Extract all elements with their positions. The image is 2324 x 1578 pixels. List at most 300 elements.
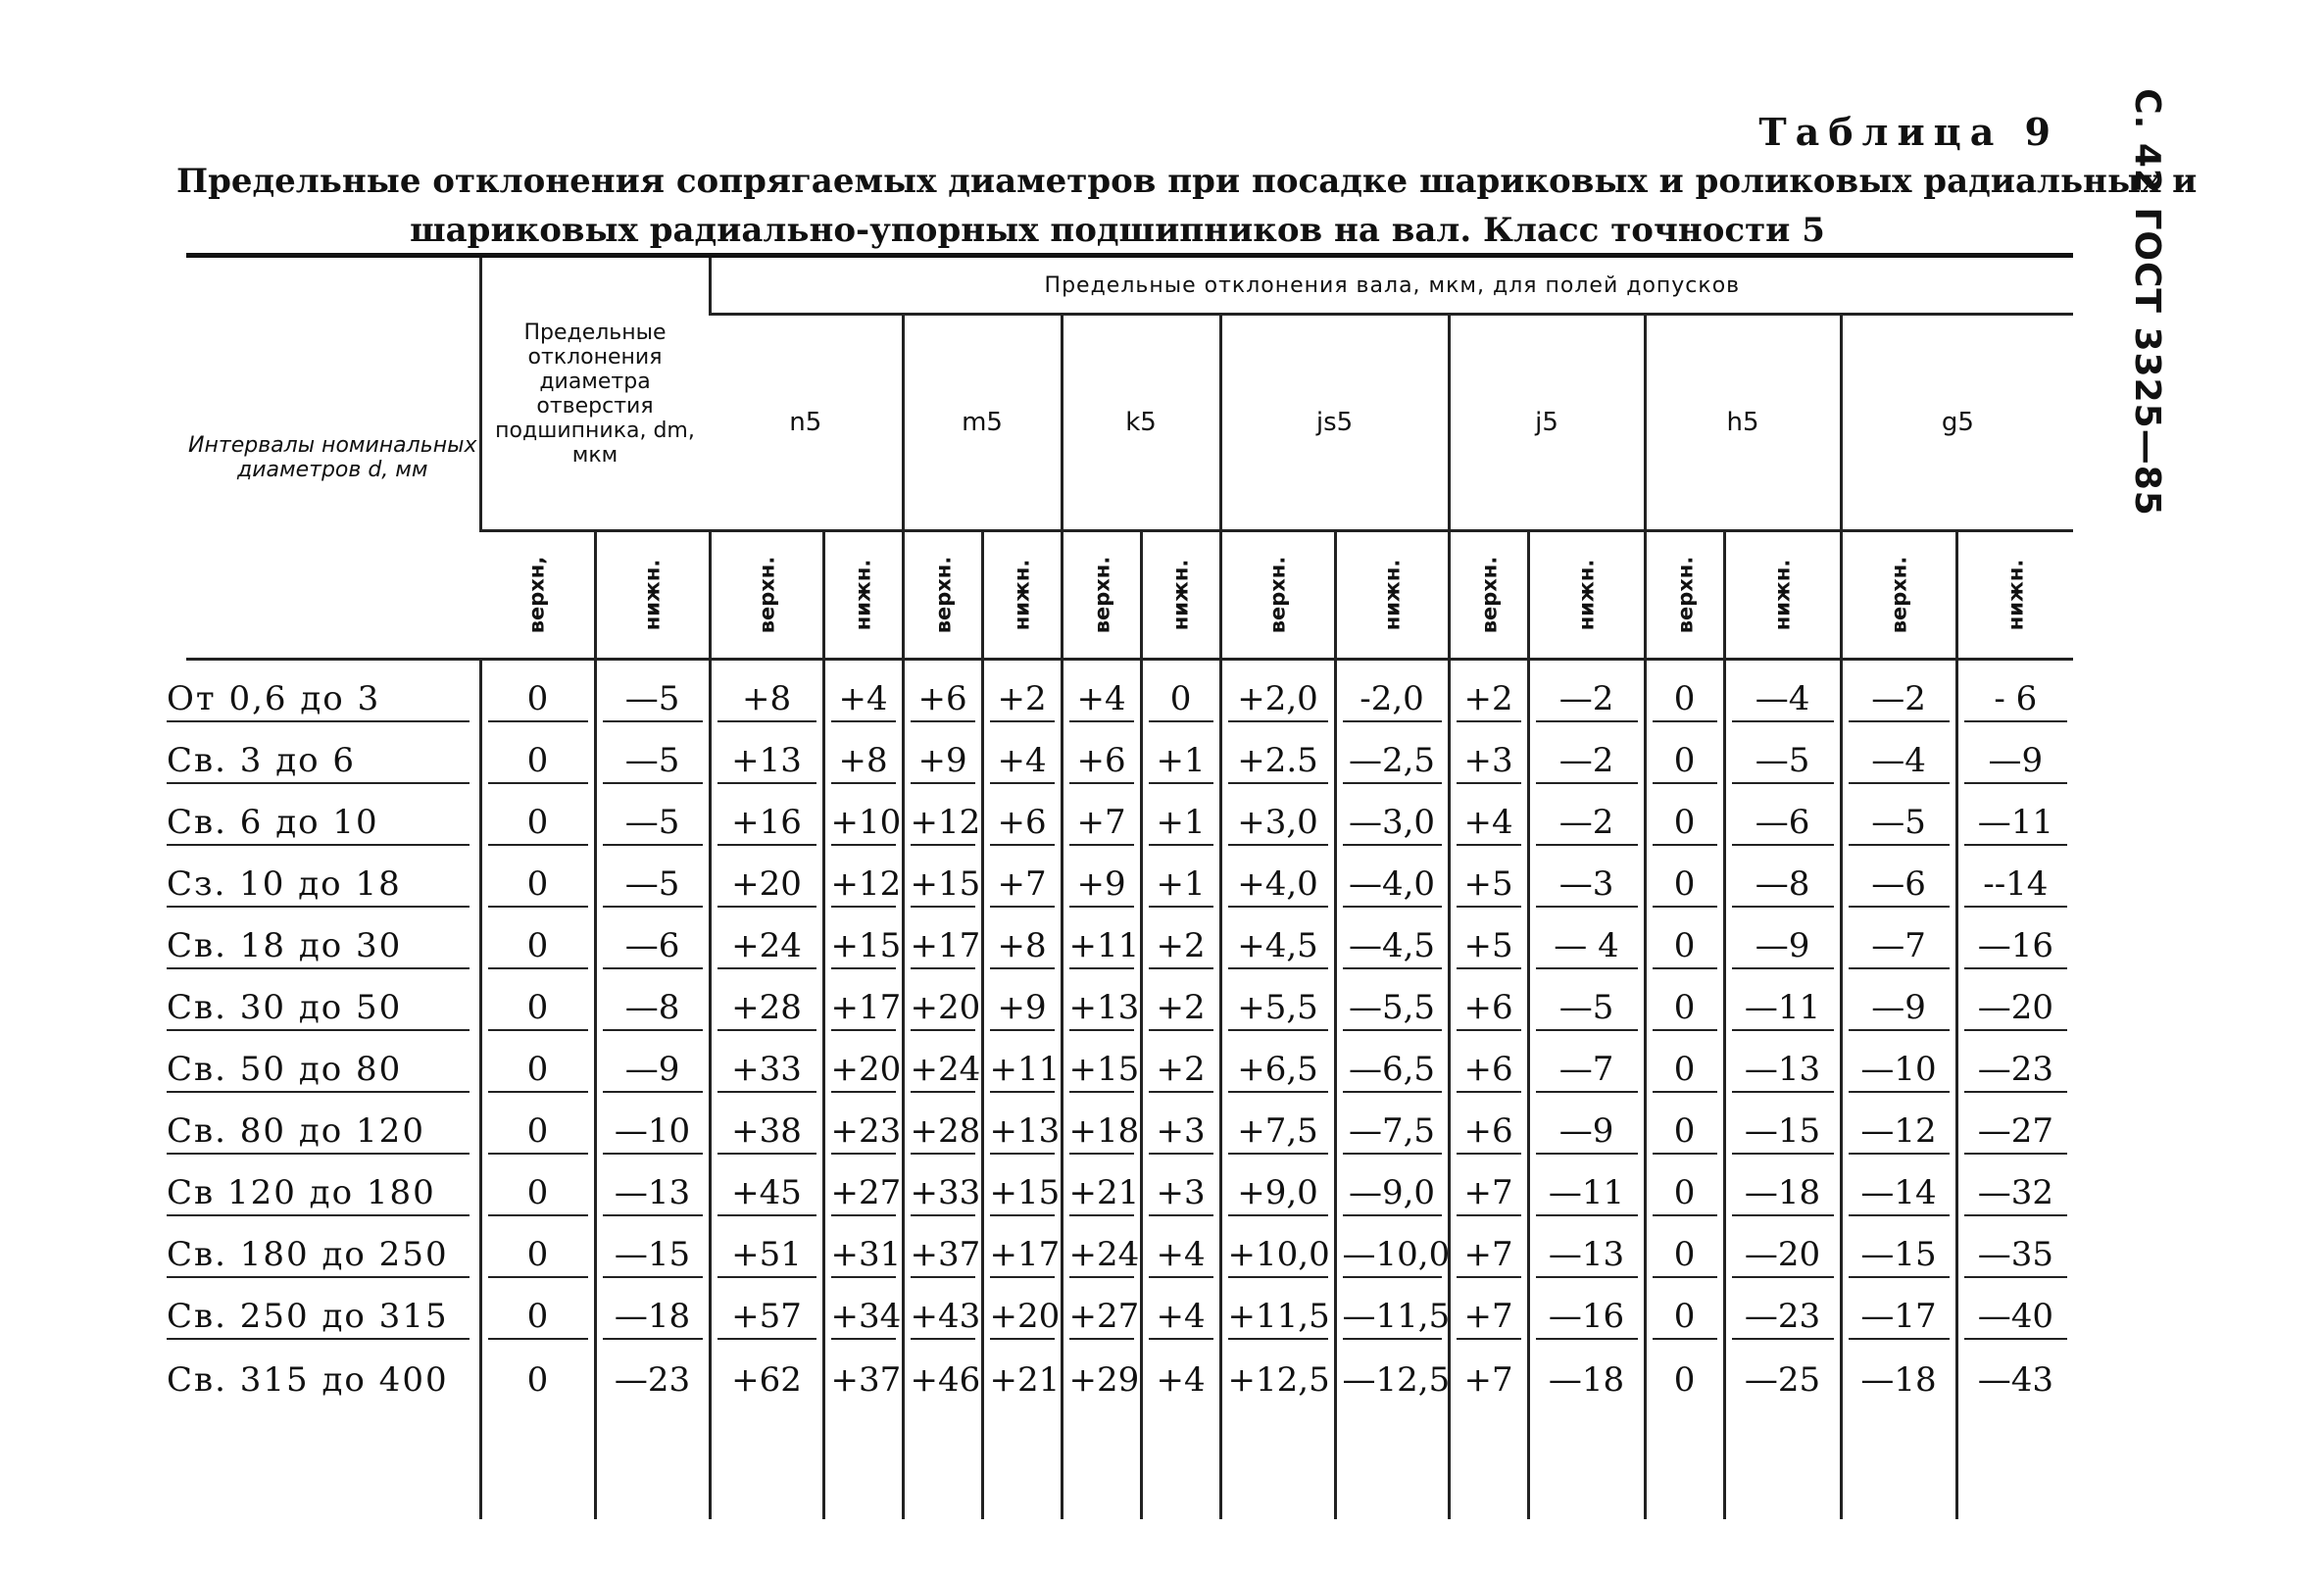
value-text: +45: [717, 1173, 816, 1216]
value-text: +3,0: [1228, 803, 1328, 846]
value-cell: [1841, 1216, 1956, 1278]
value-text: +7: [1457, 1173, 1521, 1216]
value-text: - 6: [1964, 679, 2068, 722]
sub-header-upper-text: верхн.: [930, 556, 955, 633]
value-text: +13: [717, 741, 816, 784]
value-text: —15: [1732, 1111, 1834, 1155]
value-cell: [1220, 1278, 1335, 1340]
value-text: +3: [1149, 1173, 1213, 1216]
value-text: —20: [1964, 988, 2068, 1031]
value-cell: [1956, 722, 2073, 784]
value-cell: [1062, 1278, 1141, 1340]
value-text: +2: [1149, 926, 1213, 969]
value-cell: [1062, 784, 1141, 846]
value-cell: [1956, 1155, 2073, 1216]
value-text: +31: [831, 1235, 896, 1278]
value-cell: [1220, 1216, 1335, 1278]
value-text: —5: [603, 803, 703, 846]
value-text: 0: [488, 926, 588, 969]
spacer-cell: [1449, 1402, 1528, 1519]
value-text: +1: [1149, 864, 1213, 908]
value-text: —7: [1849, 926, 1950, 969]
value-cell: [1528, 1278, 1645, 1340]
spacer-cell: [1724, 1402, 1841, 1519]
value-cell: [903, 1278, 982, 1340]
interval-cell: [167, 908, 480, 969]
value-text: +27: [1069, 1297, 1134, 1340]
value-text: —5: [1536, 988, 1638, 1031]
sub-header-lower-text: нижн.: [851, 559, 875, 630]
table-row: [186, 1093, 2073, 1155]
value-cell: [1528, 660, 1645, 723]
value-text: 0: [488, 1050, 588, 1093]
sub-header-lower-text: нижн.: [1010, 559, 1034, 630]
value-cell: [823, 784, 903, 846]
value-text: +24: [1069, 1235, 1134, 1278]
value-cell: [1724, 1093, 1841, 1155]
value-cell: [982, 1031, 1062, 1093]
value-text: +8: [831, 741, 896, 784]
value-cell: [982, 1093, 1062, 1155]
value-text: —20: [1732, 1235, 1834, 1278]
value-cell: [480, 1216, 595, 1278]
value-text: +7: [1069, 803, 1134, 846]
value-cell: [1841, 969, 1956, 1031]
sub-header-lower: [1724, 531, 1841, 660]
value-text: +9: [1069, 864, 1134, 908]
value-text: —8: [1732, 864, 1834, 908]
value-cell: [480, 1278, 595, 1340]
value-cell: [823, 1031, 903, 1093]
value-cell: [710, 1278, 823, 1340]
value-text: +7: [1457, 1297, 1521, 1340]
value-cell: [1645, 1216, 1724, 1278]
value-cell: [1645, 722, 1724, 784]
value-text: —27: [1964, 1111, 2068, 1155]
value-text: +34: [831, 1297, 896, 1340]
value-cell: [1449, 1216, 1528, 1278]
value-text: +12,5: [1227, 1360, 1330, 1400]
sub-header-lower-text: нижн.: [1770, 559, 1795, 630]
value-text: +20: [911, 988, 975, 1031]
value-text: +7: [1457, 1235, 1521, 1278]
value-cell: [1062, 846, 1141, 908]
value-cell: [1449, 660, 1528, 723]
value-cell: [1956, 784, 2073, 846]
value-cell: [1645, 846, 1724, 908]
value-cell: [1220, 784, 1335, 846]
value-cell: [982, 1155, 1062, 1216]
value-text: +5: [1457, 864, 1521, 908]
value-text: +37: [830, 1360, 902, 1400]
value-text: +15: [911, 864, 975, 908]
value-text: +24: [717, 926, 816, 969]
interval-cell: [167, 1093, 480, 1155]
value-text: —4,0: [1343, 864, 1442, 908]
value-text: —15: [603, 1235, 703, 1278]
value-cell: [1449, 1155, 1528, 1216]
value-text: —8: [603, 988, 703, 1031]
value-text: 0: [1653, 1050, 1717, 1093]
value-text: —6,5: [1343, 1050, 1442, 1093]
value-cell: [1141, 1216, 1220, 1278]
interval-text: Св. 6 до 10: [167, 803, 470, 846]
value-cell: [982, 660, 1062, 723]
table-row: [186, 660, 2073, 723]
value-cell: [1335, 1155, 1449, 1216]
value-cell: [1335, 969, 1449, 1031]
interval-text: Св. 30 до 50: [167, 988, 470, 1031]
value-cell: [1956, 660, 2073, 723]
value-cell: [1956, 1093, 2073, 1155]
value-text: —5: [1732, 741, 1834, 784]
value-cell: [1335, 1031, 1449, 1093]
value-text: —16: [1536, 1297, 1638, 1340]
interval-cell: [167, 784, 480, 846]
value-text: —3: [1536, 864, 1638, 908]
interval-cell: [167, 1216, 480, 1278]
value-cell: [903, 784, 982, 846]
value-cell: [1449, 1093, 1528, 1155]
value-text: +8: [990, 926, 1055, 969]
value-text: +20: [990, 1297, 1055, 1340]
value-cell: [823, 1340, 903, 1402]
sub-header-lower-text: нижн.: [640, 559, 665, 630]
interval-cell: [167, 1278, 480, 1340]
value-cell: [595, 784, 710, 846]
sub-header-upper: [710, 531, 823, 660]
value-cell: [1724, 722, 1841, 784]
value-cell: [982, 722, 1062, 784]
value-cell: [1220, 1031, 1335, 1093]
value-text: +9: [990, 988, 1055, 1031]
value-text: —10: [603, 1111, 703, 1155]
table-row: [186, 1155, 2073, 1216]
table-number: Таблица 9: [1758, 110, 2059, 154]
value-text: +28: [717, 988, 816, 1031]
value-text: —9: [1536, 1111, 1638, 1155]
value-text: —11: [1536, 1173, 1638, 1216]
value-cell: [1841, 1093, 1956, 1155]
sub-header-upper-text: верхн.: [1672, 556, 1697, 633]
value-cell: [1956, 908, 2073, 969]
value-cell: [903, 969, 982, 1031]
title-line-1: Предельные отклонения сопрягаемых диаметров при посадке шариковых и роликовых радиальных и: [176, 162, 2198, 201]
value-text: —13: [603, 1173, 703, 1216]
value-text: —25: [1744, 1360, 1821, 1400]
value-text: +5: [1457, 926, 1521, 969]
value-cell: [480, 1093, 595, 1155]
value-cell: [903, 1155, 982, 1216]
value-cell: [1645, 1340, 1724, 1402]
field-js5: js5: [1220, 315, 1449, 531]
value-cell: [480, 908, 595, 969]
interval-text: Св. 80 до 120: [167, 1111, 470, 1155]
value-text: —11: [1964, 803, 2068, 846]
sub-header-lower: [1141, 531, 1220, 660]
value-text: +11: [990, 1050, 1055, 1093]
value-text: +15: [831, 926, 896, 969]
value-cell: [1841, 1155, 1956, 1216]
spacer-cell: [1956, 1402, 2073, 1519]
table-title: [176, 157, 2198, 255]
spacer-cell: [480, 1402, 595, 1519]
value-cell: [1528, 1216, 1645, 1278]
value-text: —12,5: [1342, 1360, 1451, 1400]
interval-text: Св. 18 до 30: [167, 926, 470, 969]
value-cell: [1449, 969, 1528, 1031]
value-cell: [982, 1278, 1062, 1340]
value-cell: [1528, 1155, 1645, 1216]
value-cell: [595, 722, 710, 784]
value-cell: [1841, 1340, 1956, 1402]
value-text: —9: [603, 1050, 703, 1093]
value-cell: [1724, 1155, 1841, 1216]
title-line-2: шариковых радиально-упорных подшипников на вал. Класс точности 5: [410, 211, 1825, 250]
value-cell: [1841, 1031, 1956, 1093]
value-cell: [1841, 908, 1956, 969]
value-cell: [480, 1155, 595, 1216]
value-cell: [1220, 1340, 1335, 1402]
value-text: —10: [1849, 1050, 1950, 1093]
value-text: +3: [1457, 741, 1521, 784]
value-text: +16: [717, 803, 816, 846]
value-cell: [1841, 784, 1956, 846]
value-text: 0: [1653, 864, 1717, 908]
value-cell: [1528, 1340, 1645, 1402]
value-cell: [1062, 1155, 1141, 1216]
table-row: [186, 908, 2073, 969]
spacer-cell: [186, 1402, 480, 1519]
value-cell: [903, 908, 982, 969]
value-text: +9: [911, 741, 975, 784]
sub-header-upper-text: верхн.: [1089, 556, 1113, 633]
value-cell: [710, 1155, 823, 1216]
spacer-cell: [823, 1402, 903, 1519]
value-text: +15: [1069, 1050, 1134, 1093]
value-text: 0: [1653, 679, 1717, 722]
table-row: [186, 969, 2073, 1031]
sub-header-upper: [1841, 531, 1956, 660]
tolerance-table: [167, 253, 2073, 1500]
value-text: —5: [603, 741, 703, 784]
value-text: —40: [1964, 1297, 2068, 1340]
value-cell: [1528, 784, 1645, 846]
value-text: +11,5: [1228, 1297, 1328, 1340]
value-text: —14: [1849, 1173, 1950, 1216]
value-text: 0: [488, 679, 588, 722]
value-text: 0: [1149, 679, 1213, 722]
sub-header-lower: [1335, 531, 1449, 660]
sub-header-upper: [903, 531, 982, 660]
value-text: +13: [1069, 988, 1134, 1031]
sub-header-lower-text: нижн.: [1574, 559, 1599, 630]
value-cell: [1062, 722, 1141, 784]
value-text: —6: [603, 926, 703, 969]
value-text: +27: [831, 1173, 896, 1216]
value-cell: [710, 1093, 823, 1155]
value-cell: [1335, 846, 1449, 908]
value-cell: [1220, 1093, 1335, 1155]
sub-header-upper: [480, 531, 595, 660]
value-cell: [1841, 1278, 1956, 1340]
value-text: +20: [717, 864, 816, 908]
value-text: 0: [1653, 1111, 1717, 1155]
value-text: +2.5: [1228, 741, 1328, 784]
table-row: [186, 722, 2073, 784]
value-text: —4: [1849, 741, 1950, 784]
field-k5: k5: [1062, 315, 1220, 531]
value-text: —9,0: [1343, 1173, 1442, 1216]
sub-header-lower: [595, 531, 710, 660]
value-text: —2: [1536, 741, 1638, 784]
value-text: +2: [990, 679, 1055, 722]
value-text: +15: [990, 1173, 1055, 1216]
value-text: +29: [1068, 1360, 1140, 1400]
value-cell: [1141, 722, 1220, 784]
value-cell: [1335, 1093, 1449, 1155]
value-text: —2: [1536, 679, 1638, 722]
sub-header-lower: [1528, 531, 1645, 660]
value-text: +4,0: [1228, 864, 1328, 908]
value-cell: [1724, 846, 1841, 908]
value-cell: [1645, 1093, 1724, 1155]
value-text: +2: [1149, 1050, 1213, 1093]
spacer-cell: [710, 1402, 823, 1519]
value-cell: [1141, 1155, 1220, 1216]
value-text: --14: [1964, 864, 2068, 908]
value-text: +11: [1069, 926, 1134, 969]
value-text: +1: [1149, 741, 1213, 784]
value-text: —10,0: [1343, 1235, 1442, 1278]
value-cell: [1220, 846, 1335, 908]
value-text: +7: [1463, 1360, 1513, 1400]
value-cell: [982, 1216, 1062, 1278]
value-text: 0: [488, 864, 588, 908]
value-cell: [1220, 1155, 1335, 1216]
value-text: +4,5: [1228, 926, 1328, 969]
value-text: +43: [911, 1297, 975, 1340]
value-cell: [710, 722, 823, 784]
value-cell: [710, 1031, 823, 1093]
sub-header-upper: [1449, 531, 1528, 660]
spacer-cell: [1645, 1402, 1724, 1519]
value-text: 0: [488, 1111, 588, 1155]
value-cell: [1141, 1031, 1220, 1093]
interval-text: Св. 315 до 400: [167, 1360, 449, 1400]
value-text: —23: [1732, 1297, 1834, 1340]
value-text: —12: [1849, 1111, 1950, 1155]
page-side-text: С. 42 ГОСТ 3325—85: [2126, 87, 2167, 517]
table-spacer-row: [186, 1402, 2073, 1519]
value-cell: [1645, 660, 1724, 723]
value-text: —9: [1732, 926, 1834, 969]
value-text: +23: [831, 1111, 896, 1155]
value-text: — 4: [1536, 926, 1638, 969]
sub-header-lower-text: нижн.: [2003, 559, 2028, 630]
sub-header-lower: [982, 531, 1062, 660]
value-text: —5: [603, 679, 703, 722]
value-text: —18: [1860, 1360, 1937, 1400]
value-cell: [823, 660, 903, 723]
value-cell: [1645, 969, 1724, 1031]
value-text: —6: [1849, 864, 1950, 908]
value-cell: [1528, 722, 1645, 784]
sub-header-upper-text: верхн.: [1476, 556, 1501, 633]
sub-header-upper: [1062, 531, 1141, 660]
spacer-cell: [1220, 1402, 1335, 1519]
value-cell: [982, 908, 1062, 969]
interval-cell: [167, 969, 480, 1031]
value-cell: [823, 1093, 903, 1155]
interval-text: Св. 180 до 250: [167, 1235, 470, 1278]
value-cell: [823, 846, 903, 908]
value-cell: [1141, 660, 1220, 723]
value-text: +33: [911, 1173, 975, 1216]
spacer-cell: [903, 1402, 982, 1519]
value-cell: [1062, 908, 1141, 969]
value-cell: [1645, 1278, 1724, 1340]
value-text: +6: [1457, 1050, 1521, 1093]
value-text: +51: [717, 1235, 816, 1278]
value-text: +12: [911, 803, 975, 846]
value-cell: [480, 969, 595, 1031]
value-cell: [1645, 1155, 1724, 1216]
value-cell: [1724, 908, 1841, 969]
value-cell: [982, 969, 1062, 1031]
value-cell: [710, 1340, 823, 1402]
value-text: 0: [488, 741, 588, 784]
value-cell: [1956, 846, 2073, 908]
interval-text: Св. 50 до 80: [167, 1050, 470, 1093]
interval-text: Св. 250 до 315: [167, 1297, 470, 1340]
interval-cell: [167, 1031, 480, 1093]
table-row: [186, 1278, 2073, 1340]
value-cell: [1449, 1340, 1528, 1402]
value-text: +6: [1457, 988, 1521, 1031]
value-text: +57: [717, 1297, 816, 1340]
value-text: 0: [1653, 741, 1717, 784]
value-cell: [1141, 969, 1220, 1031]
value-text: 0: [1673, 1360, 1696, 1400]
value-text: —17: [1849, 1297, 1950, 1340]
value-cell: [903, 722, 982, 784]
value-cell: [1335, 908, 1449, 969]
interval-cell: [167, 846, 480, 908]
value-cell: [1724, 660, 1841, 723]
interval-text: Св. 3 до 6: [167, 741, 470, 784]
value-text: —9: [1849, 988, 1950, 1031]
value-text: —2: [1536, 803, 1638, 846]
value-text: —9: [1964, 741, 2068, 784]
value-text: 0: [488, 803, 588, 846]
value-text: 0: [1653, 926, 1717, 969]
value-cell: [1724, 1216, 1841, 1278]
value-cell: [903, 1031, 982, 1093]
table-row: [186, 846, 2073, 908]
spacer-cell: [1141, 1402, 1220, 1519]
value-text: +24: [911, 1050, 975, 1093]
value-cell: [1528, 969, 1645, 1031]
field-g5: g5: [1841, 315, 2073, 531]
interval-cell: [167, 1340, 480, 1402]
value-text: +4: [1069, 679, 1134, 722]
value-cell: [595, 1031, 710, 1093]
value-cell: [1335, 1278, 1449, 1340]
value-cell: [823, 908, 903, 969]
value-cell: [1528, 846, 1645, 908]
value-cell: [1724, 784, 1841, 846]
